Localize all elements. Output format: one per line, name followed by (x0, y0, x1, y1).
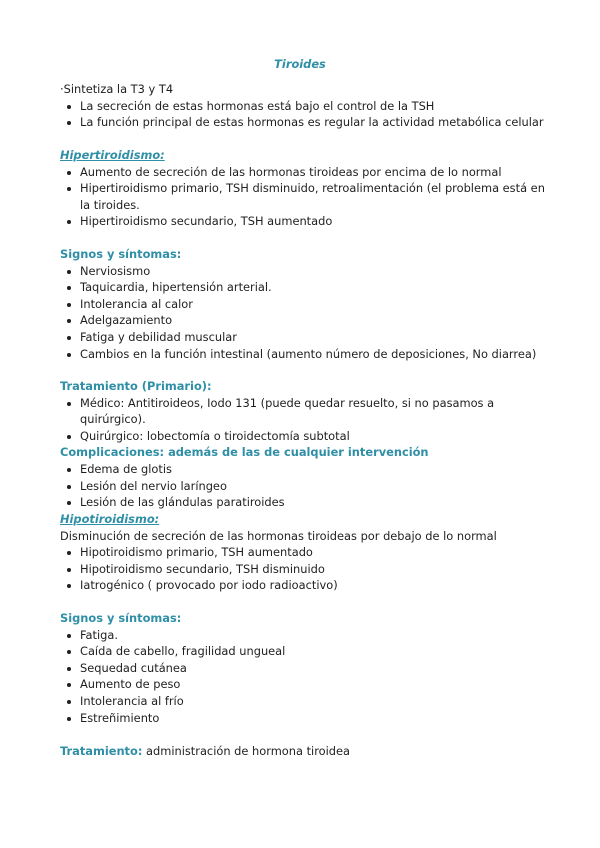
list-item: Lesión de las glándulas paratiroides (60, 494, 550, 511)
hipotiroidismo-line: Disminución de secreción de las hormonas tiroideas por debajo de lo normal (60, 528, 497, 543)
hiper-tratamiento-heading: Tratamiento (Primario): (60, 379, 212, 393)
hipotiroidismo-list (60, 544, 550, 594)
hipo-tratamiento-text: administración de hormona tiroidea (142, 744, 350, 758)
list-item: La función principal de estas hormonas es regular la actividad metabólica celular (60, 114, 550, 131)
complicaciones-heading: Complicaciones: además de las de cualquier intervención (60, 445, 429, 460)
complicaciones-list (60, 461, 550, 511)
intro-section (60, 81, 550, 131)
list-item: Médico: Antitiroideos, Iodo 131 (puede quedar resuelto, si no pasamos a quirúrgico). (60, 395, 550, 428)
hiper-signos-section (60, 246, 550, 362)
list-item: Fatiga. (60, 627, 550, 644)
list-item: Hipertiroidismo primario, TSH disminuido, retroalimentación (el problema está en la tiroides. (60, 180, 550, 213)
list-item: Sequedad cutánea (60, 660, 550, 677)
hiper-tratamiento-section (60, 378, 550, 511)
list-item: Edema de glotis (60, 461, 550, 478)
list-item: Hipotiroidismo primario, TSH aumentado (60, 544, 550, 561)
hipo-tratamiento-heading: Tratamiento: (60, 744, 143, 758)
list-item: Quirúrgico: lobectomía o tiroidectomía subtotal (60, 428, 550, 445)
list-item: Nerviosismo (60, 263, 550, 280)
list-item: Fatiga y debilidad muscular (60, 329, 550, 346)
list-item: Iatrogénico ( provocado por iodo radioactivo) (60, 577, 550, 594)
hipertiroidismo-section (60, 147, 550, 230)
list-item: Cambios en la función intestinal (aumento número de deposiciones, No diarrea) (60, 346, 550, 363)
list-item: Intolerancia al calor (60, 296, 550, 313)
hiper-tratamiento-list (60, 395, 550, 445)
hipo-signos-section (60, 610, 550, 726)
hipo-signos-heading: Signos y síntomas: (60, 611, 182, 625)
list-item: Adelgazamiento (60, 312, 550, 329)
list-item: Lesión del nervio laríngeo (60, 478, 550, 495)
list-item: Intolerancia al frío (60, 693, 550, 710)
hipo-tratamiento-line (60, 743, 550, 760)
list-item: Caída de cabello, fragilidad ungueal (60, 643, 550, 660)
list-item: Aumento de peso (60, 676, 550, 693)
list-item: Aumento de secreción de las hormonas tiroideas por encima de lo normal (60, 164, 550, 181)
list-item: Hipotiroidismo secundario, TSH disminuido (60, 561, 550, 578)
hiper-signos-heading: Signos y síntomas: (60, 247, 182, 261)
hipertiroidismo-heading: Hipertiroidismo: (60, 148, 165, 162)
hipo-tratamiento-section (60, 743, 550, 760)
document-title: Tiroides (274, 57, 326, 71)
hipotiroidismo-heading: Hipotiroidismo: (60, 512, 160, 526)
hipotiroidismo-section (60, 511, 550, 594)
hipertiroidismo-list (60, 164, 550, 230)
hipo-signos-list (60, 627, 550, 727)
intro-list (60, 98, 550, 131)
list-item: Taquicardia, hipertensión arterial. (60, 279, 550, 296)
list-item: Estreñimiento (60, 710, 550, 727)
list-item: Hipertiroidismo secundario, TSH aumentado (60, 213, 550, 230)
hiper-signos-list (60, 263, 550, 363)
intro-line: ·Sintetiza la T3 y T4 (60, 82, 174, 96)
list-item: La secreción de estas hormonas está bajo el control de la TSH (60, 98, 550, 115)
